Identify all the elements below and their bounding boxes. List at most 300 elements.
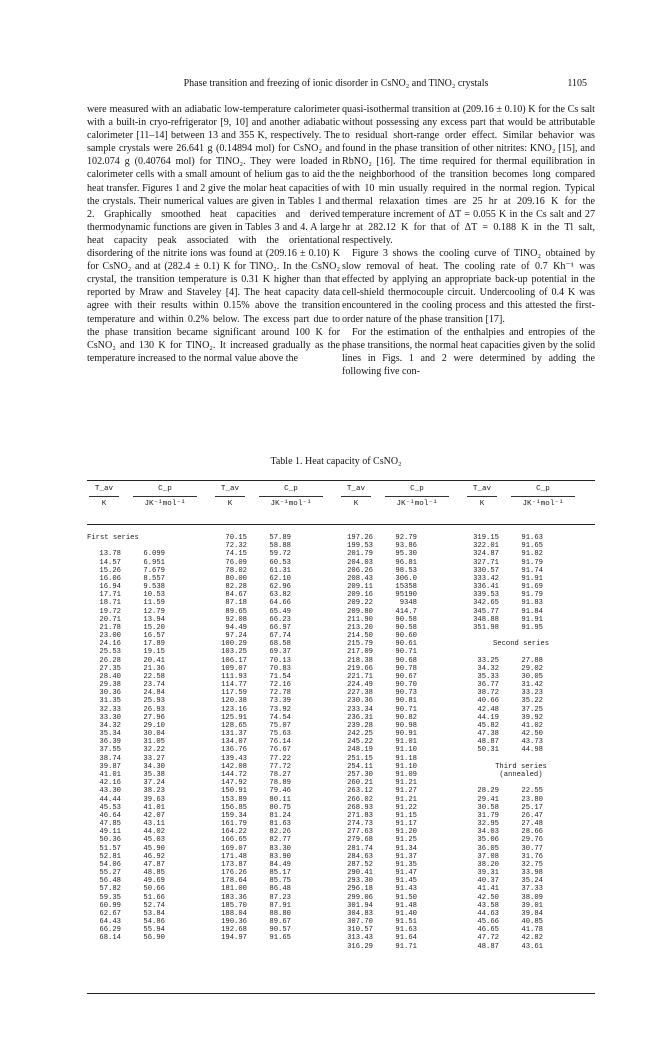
table-row bbox=[339, 877, 417, 885]
temperature-cell: 23.00 bbox=[99, 632, 121, 641]
table-row bbox=[339, 591, 417, 599]
table-row bbox=[339, 943, 417, 951]
table-row bbox=[87, 869, 165, 877]
heat-capacity-cell: 22.55 bbox=[521, 787, 543, 796]
heat-capacity-cell: 91.50 bbox=[395, 893, 417, 902]
temperature-cell: 32.95 bbox=[477, 820, 499, 829]
heat-capacity-cell: 30.05 bbox=[521, 672, 543, 681]
heat-capacity-cell: 42.82 bbox=[521, 934, 543, 943]
table-row bbox=[339, 714, 417, 722]
heat-capacity-cell: 91.27 bbox=[395, 787, 417, 796]
temperature-cell: 319.15 bbox=[473, 534, 499, 542]
temperature-cell: 42.48 bbox=[477, 705, 499, 714]
heat-capacity-cell: 86.48 bbox=[269, 885, 291, 894]
temperature-cell: 245.22 bbox=[347, 738, 373, 747]
table-row bbox=[87, 738, 165, 746]
heat-capacity-cell: 23.74 bbox=[143, 681, 165, 690]
heat-capacity-cell: 83.90 bbox=[269, 852, 291, 861]
heat-capacity-cell: 46.92 bbox=[143, 852, 165, 861]
table-row bbox=[213, 689, 291, 697]
heat-capacity-cell: 95190 bbox=[395, 591, 417, 600]
temperature-cell: 39.31 bbox=[477, 869, 499, 878]
table-row bbox=[465, 836, 577, 844]
temperature-cell: 313.43 bbox=[347, 934, 373, 943]
temperature-cell: 36.77 bbox=[477, 681, 499, 690]
heat-capacity-cell: 39.63 bbox=[143, 795, 165, 804]
heat-capacity-cell: 91.09 bbox=[395, 770, 417, 779]
table-row bbox=[213, 534, 291, 542]
heat-capacity-cell: 93.86 bbox=[395, 542, 417, 551]
right-paragraph-3: For the estimation of the enthalpies and entropies of the phase transitions, the normal heat capacities given by the solid lines in Figs. 1 and 2 were determined by adding the following five con- bbox=[342, 326, 595, 377]
heat-capacity-cell: 38.09 bbox=[521, 893, 543, 902]
heat-capacity-cell: 414.7 bbox=[395, 607, 417, 616]
heat-capacity-cell: 41.78 bbox=[521, 926, 543, 935]
table-row bbox=[465, 673, 577, 681]
table-row bbox=[339, 616, 417, 624]
table-column-4 bbox=[465, 534, 577, 951]
heat-capacity-cell: 91.79 bbox=[521, 558, 543, 567]
table-row bbox=[87, 746, 165, 754]
table-row bbox=[87, 559, 165, 567]
temperature-cell: 97.24 bbox=[225, 632, 247, 641]
table-blank-row bbox=[465, 779, 577, 787]
temperature-cell: 206.26 bbox=[347, 566, 373, 575]
temperature-cell: 217.09 bbox=[347, 648, 373, 657]
heat-capacity-cell: 83.30 bbox=[269, 844, 291, 853]
heat-capacity-cell: 32.75 bbox=[521, 860, 543, 869]
heat-capacity-cell: 90.61 bbox=[395, 640, 417, 649]
temperature-cell: 260.21 bbox=[347, 779, 373, 788]
temperature-cell: 348.88 bbox=[473, 615, 499, 624]
heat-capacity-cell: 91.95 bbox=[521, 623, 543, 632]
temperature-cell: 51.57 bbox=[99, 844, 121, 853]
table-row bbox=[87, 820, 165, 828]
temperature-cell: 36.39 bbox=[99, 738, 121, 747]
temperature-cell: 301.94 bbox=[347, 901, 373, 910]
temperature-cell: 181.00 bbox=[221, 885, 247, 894]
table-row bbox=[213, 926, 291, 934]
table-row bbox=[87, 648, 165, 656]
heat-capacity-cell: 30.04 bbox=[143, 730, 165, 739]
table-row bbox=[339, 640, 417, 648]
temperature-cell: 13.78 bbox=[99, 550, 121, 559]
table-row bbox=[465, 608, 577, 616]
heat-capacity-cell: 45.90 bbox=[143, 844, 165, 853]
heat-capacity-cell: 7.679 bbox=[143, 566, 165, 575]
table-column-2 bbox=[213, 534, 291, 943]
heat-capacity-cell: 75.07 bbox=[269, 721, 291, 730]
temperature-cell: 147.92 bbox=[221, 779, 247, 788]
heat-capacity-cell: 91.10 bbox=[395, 746, 417, 755]
heat-capacity-cell: 58.88 bbox=[269, 542, 291, 551]
temperature-cell: 94.49 bbox=[225, 623, 247, 632]
heat-capacity-cell: 69.37 bbox=[269, 648, 291, 657]
table-row bbox=[465, 902, 577, 910]
heat-capacity-cell: 91.37 bbox=[395, 852, 417, 861]
temperature-cell: 268.93 bbox=[347, 803, 373, 812]
table-row bbox=[87, 787, 165, 795]
heat-capacity-cell: 48.85 bbox=[143, 869, 165, 878]
temperature-cell: 310.57 bbox=[347, 926, 373, 935]
table-row bbox=[339, 559, 417, 567]
temperature-cell: 14.57 bbox=[99, 558, 121, 567]
table-row bbox=[87, 894, 165, 902]
heat-capacity-cell: 8.557 bbox=[143, 574, 165, 583]
heat-capacity-cell: 27.88 bbox=[521, 656, 543, 665]
temperature-cell: 44.63 bbox=[477, 909, 499, 918]
table-row bbox=[213, 640, 291, 648]
temperature-cell: 57.82 bbox=[99, 885, 121, 894]
heat-capacity-cell: 90.58 bbox=[395, 615, 417, 624]
table-row bbox=[339, 583, 417, 591]
table-blank-row bbox=[465, 632, 577, 640]
heat-capacity-cell: 29.10 bbox=[143, 721, 165, 730]
temperature-cell: 16.94 bbox=[99, 583, 121, 592]
running-title: Phase transition and freezing of ionic disorder in CsNO₂ and TlNO₂ crystals bbox=[183, 78, 489, 89]
heat-capacity-table bbox=[87, 474, 595, 998]
heat-capacity-cell: 91.83 bbox=[521, 599, 543, 608]
heat-capacity-cell: 91.01 bbox=[395, 738, 417, 747]
heat-capacity-cell: 87.91 bbox=[269, 901, 291, 910]
heat-capacity-cell: 70.83 bbox=[269, 664, 291, 673]
temperature-cell: 92.08 bbox=[225, 615, 247, 624]
heat-capacity-cell: 78.27 bbox=[269, 770, 291, 779]
heat-capacity-cell: 91.91 bbox=[521, 615, 543, 624]
right-column bbox=[342, 103, 595, 378]
table-row bbox=[339, 730, 417, 738]
temperature-cell: 111.93 bbox=[221, 672, 247, 681]
temperature-cell: 25.53 bbox=[99, 648, 121, 657]
heat-capacity-cell: 45.03 bbox=[143, 836, 165, 845]
heat-capacity-cell: 78.89 bbox=[269, 779, 291, 788]
temperature-cell: 59.35 bbox=[99, 893, 121, 902]
heat-capacity-cell: 9.538 bbox=[143, 583, 165, 592]
table-row bbox=[339, 894, 417, 902]
temperature-cell: 87.18 bbox=[225, 599, 247, 608]
table-row bbox=[87, 845, 165, 853]
heat-capacity-cell: 24.84 bbox=[143, 689, 165, 698]
temperature-cell: 136.76 bbox=[221, 746, 247, 755]
table-row bbox=[87, 665, 165, 673]
heat-capacity-cell: 90.58 bbox=[395, 623, 417, 632]
temperature-cell: 213.20 bbox=[347, 623, 373, 632]
heat-capacity-cell: 91.65 bbox=[269, 934, 291, 943]
table-row bbox=[213, 648, 291, 656]
temperature-cell: 45.82 bbox=[477, 721, 499, 730]
heat-capacity-cell: 92.79 bbox=[395, 534, 417, 542]
heat-capacity-cell: 90.73 bbox=[395, 689, 417, 698]
temperature-cell: 48.87 bbox=[477, 942, 499, 951]
heat-capacity-cell: 82.26 bbox=[269, 828, 291, 837]
heat-capacity-cell: 91.74 bbox=[521, 566, 543, 575]
temperature-cell: 239.28 bbox=[347, 721, 373, 730]
temperature-cell: 215.79 bbox=[347, 640, 373, 649]
table-series-label: First series bbox=[87, 534, 139, 542]
temperature-cell: 17.71 bbox=[99, 591, 121, 600]
temperature-cell: 293.30 bbox=[347, 877, 373, 886]
heat-capacity-cell: 29.02 bbox=[521, 664, 543, 673]
temperature-cell: 185.70 bbox=[221, 901, 247, 910]
temperature-cell: 46.65 bbox=[477, 926, 499, 935]
heat-capacity-cell: 25.17 bbox=[521, 803, 543, 812]
temperature-cell: 296.18 bbox=[347, 885, 373, 894]
temperature-cell: 128.65 bbox=[221, 721, 247, 730]
temperature-cell: 173.87 bbox=[221, 860, 247, 869]
table-row bbox=[339, 910, 417, 918]
table-row bbox=[87, 918, 165, 926]
heat-capacity-cell: 91.91 bbox=[521, 574, 543, 583]
temperature-cell: 248.19 bbox=[347, 746, 373, 755]
temperature-cell: 342.65 bbox=[473, 599, 499, 608]
heat-capacity-cell: 70.13 bbox=[269, 656, 291, 665]
heat-capacity-cell: 35.24 bbox=[521, 877, 543, 886]
table-row bbox=[465, 934, 577, 942]
table-row bbox=[339, 853, 417, 861]
heat-capacity-cell: 29.76 bbox=[521, 836, 543, 845]
table-row bbox=[213, 853, 291, 861]
table-row bbox=[213, 632, 291, 640]
temperature-cell: 333.42 bbox=[473, 574, 499, 583]
table-row bbox=[213, 616, 291, 624]
heat-capacity-cell: 9348 bbox=[399, 599, 417, 608]
temperature-cell: 40.66 bbox=[477, 697, 499, 706]
heat-capacity-cell: 11.59 bbox=[143, 599, 165, 608]
temperature-cell: 43.58 bbox=[477, 901, 499, 910]
heat-capacity-cell: 91.43 bbox=[395, 885, 417, 894]
table-row bbox=[465, 550, 577, 558]
heat-capacity-cell: 91.64 bbox=[395, 934, 417, 943]
heat-capacity-cell: 34.30 bbox=[143, 762, 165, 771]
table-row bbox=[213, 755, 291, 763]
table-row bbox=[213, 542, 291, 550]
table-row bbox=[87, 706, 165, 714]
heat-capacity-cell: 72.16 bbox=[269, 681, 291, 690]
temperature-cell: 199.53 bbox=[347, 542, 373, 551]
table-row bbox=[339, 542, 417, 550]
table-row bbox=[213, 697, 291, 705]
temperature-cell: 44.19 bbox=[477, 713, 499, 722]
temperature-cell: 44.44 bbox=[99, 795, 121, 804]
table-row bbox=[465, 828, 577, 836]
table-row bbox=[465, 926, 577, 934]
table-row bbox=[465, 918, 577, 926]
table-row bbox=[87, 812, 165, 820]
temperature-cell: 45.53 bbox=[99, 803, 121, 812]
table-row bbox=[339, 934, 417, 942]
heat-capacity-cell: 49.69 bbox=[143, 877, 165, 886]
temperature-cell: 84.67 bbox=[225, 591, 247, 600]
table-row bbox=[87, 591, 165, 599]
temperature-cell: 351.98 bbox=[473, 623, 499, 632]
temperature-cell: 21.78 bbox=[99, 623, 121, 632]
heat-capacity-cell: 81.63 bbox=[269, 820, 291, 829]
heat-capacity-cell: 6.951 bbox=[143, 558, 165, 567]
heat-capacity-cell: 91.82 bbox=[521, 550, 543, 559]
temperature-cell: 60.99 bbox=[99, 901, 121, 910]
temperature-cell: 120.38 bbox=[221, 697, 247, 706]
table-row bbox=[465, 706, 577, 714]
temperature-cell: 24.16 bbox=[99, 640, 121, 649]
heat-capacity-cell: 53.84 bbox=[143, 909, 165, 918]
table-column-1 bbox=[87, 534, 165, 943]
temperature-cell: 39.87 bbox=[99, 762, 121, 771]
temperature-cell: 42.16 bbox=[99, 779, 121, 788]
header-t-3: T_av K bbox=[341, 484, 371, 509]
table-row bbox=[339, 820, 417, 828]
temperature-cell: 32.33 bbox=[99, 705, 121, 714]
temperature-cell: 28.29 bbox=[477, 787, 499, 796]
temperature-cell: 218.38 bbox=[347, 656, 373, 665]
temperature-cell: 35.34 bbox=[99, 730, 121, 739]
table-row bbox=[213, 828, 291, 836]
heat-capacity-cell: 65.49 bbox=[269, 607, 291, 616]
table-row bbox=[87, 755, 165, 763]
right-paragraph-2: Figure 3 shows the cooling curve of TlNO₂ obtained by slow removal of heat. The cooling rate of 0.7 Kh⁻¹ was effected by applying an appropriate back-up potential in the cell-shield thermocouple circuit. Undercooling of 0.4 K was encountered in the cooling process and this attested the first-order nature of the phase transition [17]. bbox=[342, 248, 595, 325]
table-series-label: (annealed) bbox=[499, 770, 543, 779]
temperature-cell: 194.97 bbox=[221, 934, 247, 943]
heat-capacity-cell: 75.63 bbox=[269, 730, 291, 739]
heat-capacity-cell: 61.31 bbox=[269, 566, 291, 575]
temperature-cell: 150.91 bbox=[221, 787, 247, 796]
table-row bbox=[213, 665, 291, 673]
heat-capacity-cell: 52.74 bbox=[143, 901, 165, 910]
temperature-cell: 38.72 bbox=[477, 689, 499, 698]
heat-capacity-cell: 91.69 bbox=[521, 583, 543, 592]
table-row bbox=[87, 616, 165, 624]
heat-capacity-cell: 74.54 bbox=[269, 713, 291, 722]
temperature-cell: 54.06 bbox=[99, 860, 121, 869]
heat-capacity-cell: 84.49 bbox=[269, 860, 291, 869]
table-row bbox=[465, 738, 577, 746]
temperature-cell: 316.29 bbox=[347, 942, 373, 951]
temperature-cell: 144.72 bbox=[221, 770, 247, 779]
table-row bbox=[465, 812, 577, 820]
table-row bbox=[465, 885, 577, 893]
temperature-cell: 49.11 bbox=[99, 828, 121, 837]
heat-capacity-cell: 76.67 bbox=[269, 746, 291, 755]
temperature-cell: 242.25 bbox=[347, 730, 373, 739]
heat-capacity-cell: 39.92 bbox=[521, 713, 543, 722]
table-row bbox=[213, 804, 291, 812]
table-row bbox=[339, 869, 417, 877]
table-row bbox=[465, 575, 577, 583]
table-row bbox=[87, 550, 165, 558]
table-row bbox=[213, 567, 291, 575]
heat-capacity-cell: 31.76 bbox=[521, 852, 543, 861]
heat-capacity-cell: 85.17 bbox=[269, 869, 291, 878]
temperature-cell: 153.89 bbox=[221, 795, 247, 804]
heat-capacity-cell: 40.85 bbox=[521, 918, 543, 927]
heat-capacity-cell: 59.72 bbox=[269, 550, 291, 559]
table-row bbox=[339, 722, 417, 730]
temperature-cell: 20.71 bbox=[99, 615, 121, 624]
heat-capacity-cell: 81.24 bbox=[269, 811, 291, 820]
table-row bbox=[87, 763, 165, 771]
temperature-cell: 66.29 bbox=[99, 926, 121, 935]
temperature-cell: 35.33 bbox=[477, 672, 499, 681]
table-row bbox=[339, 763, 417, 771]
table-row bbox=[465, 583, 577, 591]
table-row bbox=[87, 681, 165, 689]
heat-capacity-cell: 35.38 bbox=[143, 770, 165, 779]
table-blank-row bbox=[87, 542, 165, 550]
heat-capacity-cell: 30.77 bbox=[521, 844, 543, 853]
temperature-cell: 68.14 bbox=[99, 934, 121, 943]
temperature-cell: 209.16 bbox=[347, 591, 373, 600]
heat-capacity-cell: 19.15 bbox=[143, 648, 165, 657]
temperature-cell: 266.02 bbox=[347, 795, 373, 804]
heat-capacity-cell: 26.93 bbox=[143, 705, 165, 714]
heat-capacity-cell: 90.57 bbox=[269, 926, 291, 935]
table-row bbox=[87, 599, 165, 607]
table-caption: Table 1. Heat capacity of CsNO₂ bbox=[270, 456, 402, 467]
table-row bbox=[339, 902, 417, 910]
temperature-cell: 35.06 bbox=[477, 836, 499, 845]
table-row bbox=[213, 738, 291, 746]
heat-capacity-cell: 47.87 bbox=[143, 860, 165, 869]
temperature-cell: 52.81 bbox=[99, 852, 121, 861]
temperature-cell: 159.34 bbox=[221, 811, 247, 820]
table-row bbox=[87, 877, 165, 885]
temperature-cell: 70.15 bbox=[225, 534, 247, 542]
table-row bbox=[87, 714, 165, 722]
table-row bbox=[213, 722, 291, 730]
table-row bbox=[339, 706, 417, 714]
heat-capacity-cell: 33.27 bbox=[143, 754, 165, 763]
temperature-cell: 142.08 bbox=[221, 762, 247, 771]
heat-capacity-cell: 67.74 bbox=[269, 632, 291, 641]
table-row bbox=[213, 845, 291, 853]
table-series-label: Second series bbox=[492, 640, 550, 649]
heat-capacity-cell: 41.01 bbox=[143, 803, 165, 812]
temperature-cell: 47.72 bbox=[477, 934, 499, 943]
heat-capacity-cell: 72.78 bbox=[269, 689, 291, 698]
temperature-cell: 103.25 bbox=[221, 648, 247, 657]
heat-capacity-cell: 77.72 bbox=[269, 762, 291, 771]
temperature-cell: 271.83 bbox=[347, 811, 373, 820]
table-row bbox=[213, 861, 291, 869]
table-row bbox=[465, 534, 577, 542]
temperature-cell: 209.80 bbox=[347, 607, 373, 616]
table-row bbox=[339, 796, 417, 804]
temperature-cell: 197.26 bbox=[347, 534, 373, 542]
heat-capacity-cell: 42.50 bbox=[521, 730, 543, 739]
heat-capacity-cell: 80.75 bbox=[269, 803, 291, 812]
temperature-cell: 263.12 bbox=[347, 787, 373, 796]
table-row bbox=[87, 657, 165, 665]
temperature-cell: 201.79 bbox=[347, 550, 373, 559]
table-row bbox=[339, 836, 417, 844]
temperature-cell: 299.06 bbox=[347, 893, 373, 902]
table-row bbox=[87, 836, 165, 844]
temperature-cell: 19.72 bbox=[99, 607, 121, 616]
heat-capacity-cell: 33.98 bbox=[521, 869, 543, 878]
heat-capacity-cell: 62.96 bbox=[269, 583, 291, 592]
heat-capacity-cell: 91.40 bbox=[395, 909, 417, 918]
table-row bbox=[339, 599, 417, 607]
temperature-cell: 29.41 bbox=[477, 795, 499, 804]
table-row bbox=[87, 689, 165, 697]
temperature-cell: 221.71 bbox=[347, 672, 373, 681]
temperature-cell: 290.41 bbox=[347, 869, 373, 878]
temperature-cell: 322.01 bbox=[473, 542, 499, 551]
temperature-cell: 74.15 bbox=[225, 550, 247, 559]
table-row bbox=[213, 934, 291, 942]
heat-capacity-cell: 91.65 bbox=[521, 542, 543, 551]
heat-capacity-cell: 17.89 bbox=[143, 640, 165, 649]
temperature-cell: 109.07 bbox=[221, 664, 247, 673]
table-row bbox=[339, 926, 417, 934]
